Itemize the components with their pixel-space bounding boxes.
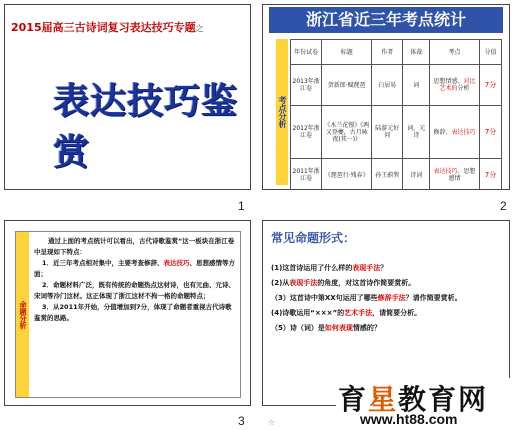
- stats-table: [290, 39, 502, 190]
- cell-year: 2011年浙江卷: [291, 159, 322, 191]
- cell-point: 表达技巧、思想感情: [430, 159, 480, 191]
- list-item: (4)诗歌运用“×××”的艺术手法，请简要分析。: [271, 309, 422, 317]
- cell-genre: 词: [403, 65, 430, 106]
- list-item: （5）诗（词）是如何表现情感的？: [271, 324, 381, 332]
- slide-thumbnail-1[interactable]: [4, 4, 251, 190]
- cell-title: 贺新郎·赋琵琶: [322, 65, 372, 106]
- col-header: 体裁: [403, 40, 430, 65]
- slide-3-frame: [15, 231, 241, 398]
- cell-score: 7分: [479, 159, 501, 191]
- slide-3-side-label: 命题分析: [16, 232, 29, 397]
- cell-score: 7分: [479, 65, 501, 106]
- paragraph: 1．近三年考点相对集中，主要考查修辞、表达技巧、思想感情等方面；: [34, 259, 236, 278]
- cell-author: 陆游元好问: [372, 106, 403, 159]
- cell-genre: 诗词: [403, 159, 430, 191]
- cell-point: 修辞、表达技巧: [430, 106, 480, 159]
- col-header: 分值: [479, 40, 501, 65]
- cell-author: 孙王蔚巽: [372, 159, 403, 191]
- table-header-row: [291, 40, 502, 65]
- watermark-brand: 育星教育网: [338, 383, 489, 416]
- cell-genre: 词、元诗: [403, 106, 430, 159]
- list-item: （3）这首诗中第XX句运用了哪些修辞手法？请作简要赏析。: [271, 294, 462, 302]
- cell-year: 2012年浙江卷: [291, 106, 322, 159]
- cell-title: 《木兰花慢》《两又登夔，古月咏夜(其一)》: [322, 106, 372, 159]
- slide-2-header: 浙江省近三年考点统计: [269, 7, 503, 33]
- slide-2-side-label: 考点分析: [276, 39, 288, 185]
- paragraph: 2．命题材料广泛，既有传统的命题热点这材诗，也有元曲、元诗、宋词等冷门这材。这正体现了浙江这材不拘一格的命题特点；: [34, 281, 236, 300]
- watermark-url: www.ht88.com: [360, 411, 458, 427]
- list-item: (1)这首诗运用了什么样的表现手法？: [271, 264, 388, 272]
- cell-author: 白居易: [372, 65, 403, 106]
- cell-score: 7分: [479, 106, 501, 159]
- star-icon: ☆: [268, 418, 276, 427]
- col-header: 年份试卷: [291, 40, 322, 65]
- cell-year: 2013年浙江卷: [291, 65, 322, 106]
- slide-number-1: 1: [238, 199, 245, 213]
- slide-4-body: [271, 261, 503, 336]
- slide-1-title: 2015届高三古诗词复习表达技巧专题之: [11, 21, 204, 34]
- cell-point: 思想情感、对比艺术的分析: [430, 65, 480, 106]
- slide-1-big-title: 表达技巧鉴赏: [53, 80, 239, 173]
- slide-thumbnail-2[interactable]: [262, 4, 510, 190]
- col-header: 标题: [322, 40, 372, 65]
- table-row: [291, 106, 502, 159]
- slide-4-title: 常见命题形式：: [271, 231, 356, 245]
- slide-number-3: 3: [238, 414, 245, 428]
- slide-3-body: [34, 236, 236, 324]
- col-header: 作者: [372, 40, 403, 65]
- paragraph: 3．从2011年开始，分值增加到7分，体现了命题者重视古代诗歌鉴赏的思路。: [34, 303, 232, 322]
- watermark: [336, 378, 512, 428]
- col-header: 考点: [430, 40, 480, 65]
- table-row: [291, 65, 502, 106]
- slide-thumbnail-3[interactable]: [4, 220, 251, 406]
- table-row: [291, 159, 502, 191]
- list-item: (2)从表现手法的角度，对这首诗作简要赏析。: [271, 279, 416, 287]
- paragraph: 通过上面的考点统计可以看出，古代诗歌鉴赏“这一板块在浙江卷中呈现如下特点：: [34, 237, 235, 256]
- slide-number-2: 2: [500, 199, 507, 213]
- cell-title: 《琵琶行·残春》: [322, 159, 372, 191]
